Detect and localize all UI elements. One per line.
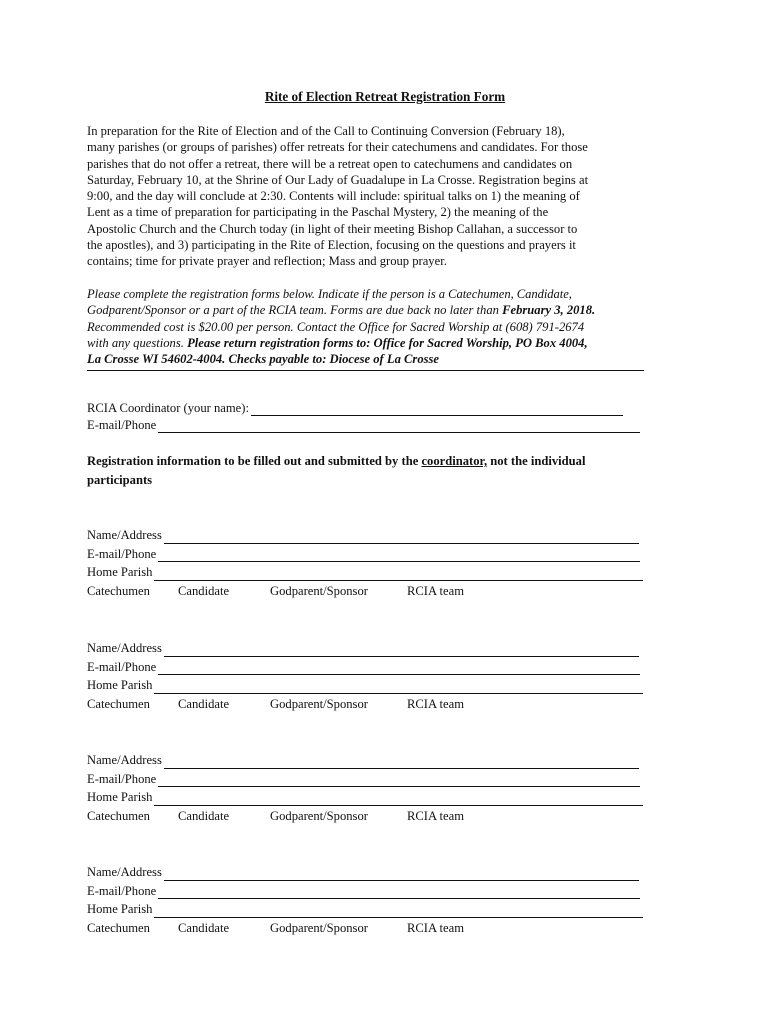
name-address-field[interactable]: [164, 755, 639, 769]
registration-heading: [87, 452, 657, 489]
home-parish-row: [87, 675, 657, 694]
coordinator-email-row: [87, 416, 657, 433]
role-godparent-sponsor[interactable]: Godparent/Sponsor: [270, 583, 368, 598]
home-parish-label: Home Parish: [87, 902, 153, 917]
role-candidate[interactable]: Candidate: [178, 920, 230, 935]
registrant-entry-1: [87, 525, 657, 599]
instructions-line: [87, 302, 652, 318]
due-date: February 3, 2018.: [502, 303, 596, 318]
name-address-label: Name/Address: [87, 865, 162, 880]
home-parish-field[interactable]: [154, 567, 643, 581]
registrant-entry-3: [87, 750, 657, 824]
coordinator-name-field[interactable]: [251, 402, 623, 416]
coordinator-email-label: E-mail/Phone: [87, 417, 157, 432]
role-rcia-team[interactable]: RCIA team: [407, 696, 465, 711]
email-phone-label: E-mail/Phone: [87, 659, 157, 674]
home-parish-row: [87, 562, 657, 581]
role-catechumen[interactable]: Catechumen: [87, 583, 150, 598]
registration-heading-underlined: coordinator,: [421, 454, 488, 468]
role-options: [87, 581, 657, 600]
intro-line: the apostles), and 3) participating in the Rite of Election, focusing on the questions and prayers it: [87, 238, 576, 253]
home-parish-label: Home Parish: [87, 790, 153, 805]
intro-line: In preparation for the Rite of Election and of the Call to Continuing Conversion (February 18),: [87, 124, 565, 138]
intro-line: Saturday, February 10, at the Shrine of Our Lady of Guadalupe in La Crosse. Registration begins at: [87, 172, 589, 187]
intro-line: contains; time for private prayer and reflection; Mass and group prayer.: [87, 254, 447, 269]
email-phone-row: [87, 769, 657, 788]
role-catechumen[interactable]: Catechumen: [87, 808, 150, 823]
role-catechumen[interactable]: Catechumen: [87, 696, 150, 711]
email-phone-label: E-mail/Phone: [87, 771, 157, 786]
coordinator-section: [87, 399, 657, 433]
role-catechumen[interactable]: Catechumen: [87, 920, 150, 935]
registration-heading-text: participants: [87, 472, 153, 487]
name-address-row: [87, 750, 657, 769]
instructions-text: with any questions.: [87, 335, 188, 350]
checks-payable: La Crosse WI 54602-4004. Checks payable to: Diocese of La Crosse: [87, 352, 440, 367]
home-parish-row: [87, 899, 657, 918]
name-address-field[interactable]: [164, 530, 639, 544]
role-rcia-team[interactable]: RCIA team: [407, 583, 465, 598]
name-address-field[interactable]: [164, 643, 639, 657]
coordinator-name-row: [87, 399, 657, 416]
email-phone-label: E-mail/Phone: [87, 883, 157, 898]
role-options: [87, 694, 657, 713]
return-address: Please return registration forms to: Office for Sacred Worship, PO Box 4004,: [187, 335, 588, 350]
instructions-line: [87, 351, 652, 367]
divider-line: [87, 370, 644, 371]
home-parish-row: [87, 787, 657, 806]
name-address-label: Name/Address: [87, 641, 162, 656]
email-phone-field[interactable]: [158, 548, 640, 562]
email-phone-field[interactable]: [158, 661, 640, 675]
role-candidate[interactable]: Candidate: [178, 696, 230, 711]
name-address-label: Name/Address: [87, 753, 162, 768]
registration-heading-text: Registration information to be filled out and submitted by the: [87, 454, 422, 468]
instructions-text: Godparent/Sponsor or a part of the RCIA team. Forms are due back no later than: [87, 303, 503, 318]
coordinator-email-field[interactable]: [158, 419, 640, 433]
role-godparent-sponsor[interactable]: Godparent/Sponsor: [270, 696, 368, 711]
home-parish-field[interactable]: [154, 904, 643, 918]
registrant-entry-2: [87, 638, 657, 712]
email-phone-row: [87, 657, 657, 676]
instructions-line: Recommended cost is $20.00 per person. Contact the Office for Sacred Worship at (608) 791-2674: [87, 319, 585, 334]
intro-line: 9:00, and the day will conclude at 2:30. Contents will include: spiritual talks on 1) the meaning of: [87, 189, 580, 204]
email-phone-field[interactable]: [158, 885, 640, 899]
name-address-row: [87, 525, 657, 544]
email-phone-row: [87, 881, 657, 900]
name-address-label: Name/Address: [87, 528, 162, 543]
intro-line: Lent as a time of preparation for participating in the Paschal Mystery, 2) the meaning of the: [87, 205, 549, 220]
registrant-entry-4: [87, 862, 657, 936]
instructions-line: Please complete the registration forms below. Indicate if the person is a Catechumen, Candidate,: [87, 287, 572, 301]
name-address-row: [87, 638, 657, 657]
email-phone-row: [87, 544, 657, 563]
role-godparent-sponsor[interactable]: Godparent/Sponsor: [270, 920, 368, 935]
intro-paragraph: [87, 123, 652, 270]
intro-line: parishes that do not offer a retreat, there will be a retreat open to catechumens and candidates on: [87, 156, 573, 171]
home-parish-label: Home Parish: [87, 565, 153, 580]
role-candidate[interactable]: Candidate: [178, 583, 230, 598]
instructions-line: [87, 335, 652, 351]
coordinator-name-label: RCIA Coordinator (your name):: [87, 400, 249, 415]
name-address-row: [87, 862, 657, 881]
intro-line: Apostolic Church and the Church today (in light of their meeting Bishop Callahan, a successor to: [87, 221, 578, 236]
home-parish-label: Home Parish: [87, 678, 153, 693]
instructions-paragraph: [87, 286, 652, 367]
role-rcia-team[interactable]: RCIA team: [407, 808, 465, 823]
intro-line: many parishes (or groups of parishes) offer retreats for their catechumens and candidates. For those: [87, 140, 588, 155]
email-phone-label: E-mail/Phone: [87, 546, 157, 561]
role-options: [87, 918, 657, 937]
role-rcia-team[interactable]: RCIA team: [407, 920, 465, 935]
home-parish-field[interactable]: [154, 680, 643, 694]
role-options: [87, 806, 657, 825]
registration-heading-text: not the individual: [487, 454, 586, 468]
email-phone-field[interactable]: [158, 773, 640, 787]
form-title: Rite of Election Retreat Registration Form: [264, 89, 506, 104]
role-godparent-sponsor[interactable]: Godparent/Sponsor: [270, 808, 368, 823]
home-parish-field[interactable]: [154, 792, 643, 806]
name-address-field[interactable]: [164, 867, 639, 881]
role-candidate[interactable]: Candidate: [178, 808, 230, 823]
